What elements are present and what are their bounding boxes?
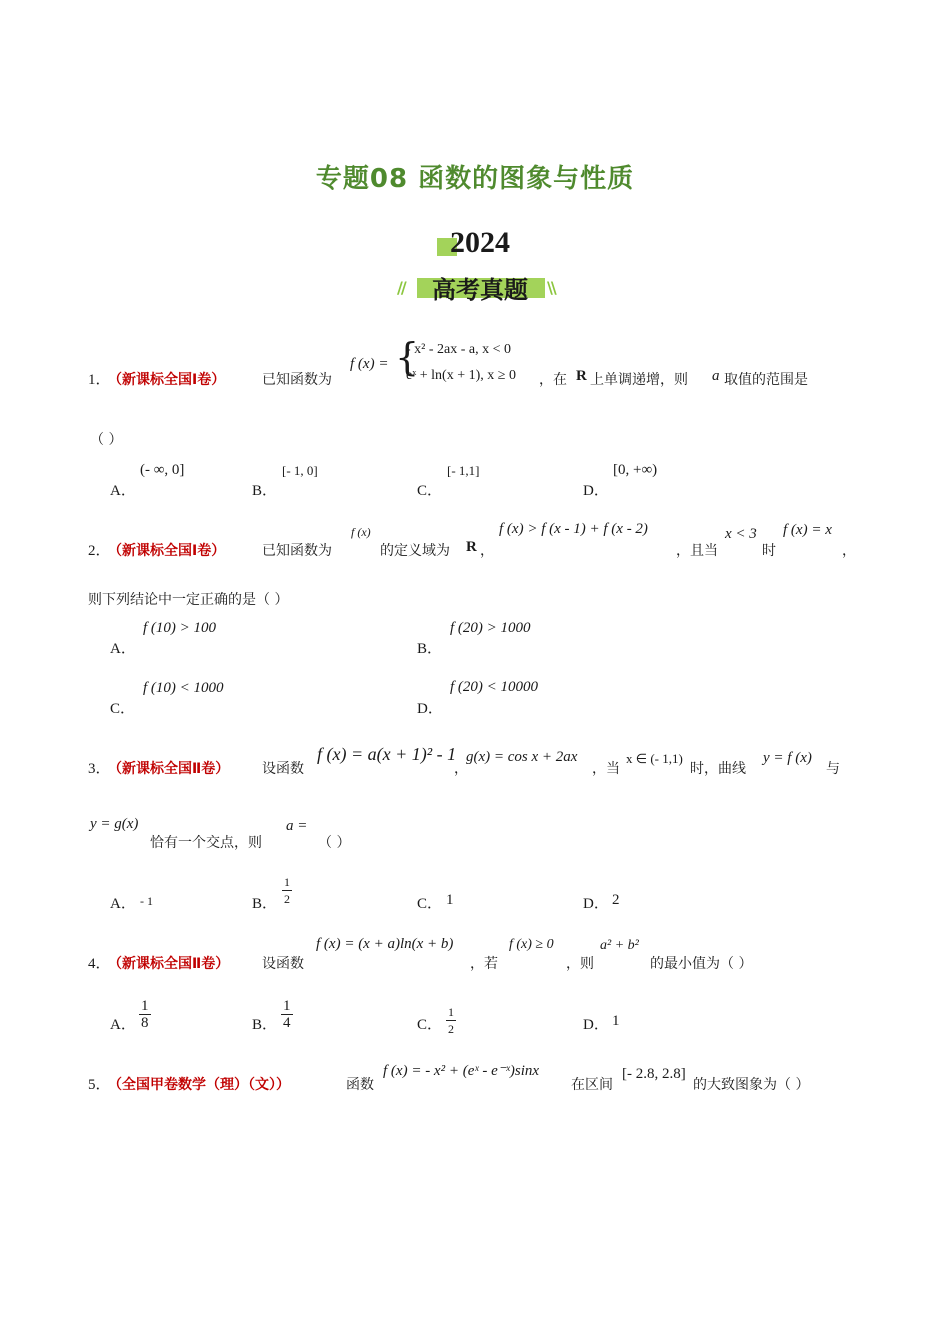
option-d-value: f (20) < 10000 xyxy=(450,679,539,695)
badge-subtitle: 高考真题 xyxy=(432,276,528,304)
option-c-fraction xyxy=(446,1004,456,1037)
option-c-value: f (10) < 1000 xyxy=(143,680,224,696)
real-set-symbol: R xyxy=(576,368,587,384)
option-c-label: C． xyxy=(417,896,443,912)
option-b-value: [- 1, 0] xyxy=(282,463,318,478)
option-d-label: D． xyxy=(417,701,443,717)
function-f: f (x) = (x + a)ln(x + b) xyxy=(316,936,454,952)
option-b-fraction xyxy=(281,998,293,1031)
badge-slash-left-icon: // xyxy=(397,278,405,297)
question-stem: 已知函数为 xyxy=(262,372,332,388)
badge-slash-right-icon: \\ xyxy=(547,278,555,297)
question-stem: 上单调递增，则 xyxy=(590,372,688,388)
question-stem: 的定义域为 xyxy=(380,543,450,559)
question-stem: ，则 xyxy=(566,956,594,972)
option-a-label: A． xyxy=(110,641,136,657)
option-a-label: A． xyxy=(110,896,136,912)
question-stem: 与 xyxy=(826,761,840,777)
option-d-value: [0, +∞) xyxy=(613,462,658,478)
option-a-label: A． xyxy=(110,1017,136,1033)
condition: f (x) ≥ 0 xyxy=(509,937,554,952)
fraction-denominator: 8 xyxy=(141,1015,149,1031)
question-stem: 设函数 xyxy=(262,956,304,972)
question-stem: ， xyxy=(454,761,468,777)
equation: f (x) = x xyxy=(783,522,832,538)
function-g: g(x) = cos x + 2ax xyxy=(466,749,578,765)
range: x ∈ (- 1,1) xyxy=(626,751,683,766)
condition: x < 3 xyxy=(725,526,757,542)
option-a-value: - 1 xyxy=(140,894,153,908)
option-b-label: B． xyxy=(252,1017,278,1033)
question-stem: 恰有一个交点，则 xyxy=(150,835,262,851)
page-title: 专题08 函数的图象与性质 xyxy=(315,164,635,194)
question-stem: 时 xyxy=(762,543,776,559)
question-stem-line2: 则下列结论中一定正确的是（ ） xyxy=(88,592,289,608)
question-stem: ，当 xyxy=(592,761,620,777)
option-a-fraction xyxy=(139,998,151,1031)
question-stem: ，在 xyxy=(539,372,567,388)
question-number: 5． xyxy=(88,1077,111,1093)
function-label: f (x) xyxy=(351,525,371,539)
option-b-label: B． xyxy=(252,896,278,912)
variable-a: a xyxy=(712,368,720,384)
question-source: （新课标全国Ⅱ卷） xyxy=(108,761,230,777)
function-label: f (x) = xyxy=(350,356,389,372)
fraction-numerator: 1 xyxy=(448,1005,454,1019)
curve-f: y = f (x) xyxy=(763,750,812,766)
fraction-numerator: 1 xyxy=(283,998,291,1014)
question-stem: ，若 xyxy=(470,956,498,972)
answer-paren: （ ） xyxy=(90,432,123,448)
question-source: （新课标全国Ⅱ卷） xyxy=(108,956,230,972)
question-source: （全国甲卷数学（理）（文）） xyxy=(108,1077,290,1093)
option-b-value: f (20) > 1000 xyxy=(450,620,531,636)
option-d-value: 1 xyxy=(612,1013,620,1029)
question-number: 3． xyxy=(88,761,111,777)
answer-paren: （ ） xyxy=(318,835,351,851)
expression: a² + b² xyxy=(600,938,639,953)
option-a-value: f (10) > 100 xyxy=(143,620,217,636)
curve-g: y = g(x) xyxy=(90,816,139,832)
real-set-symbol: R xyxy=(466,539,477,555)
option-a-value: (- ∞, 0] xyxy=(140,462,185,478)
fraction-denominator: 4 xyxy=(283,1015,291,1031)
option-c-value: 1 xyxy=(446,892,454,908)
badge-year: 2024 xyxy=(450,226,510,259)
question-stem: ，且当 xyxy=(676,543,718,559)
piecewise-case-2: eˣ + ln(x + 1), x ≥ 0 xyxy=(406,368,516,383)
option-c-label: C． xyxy=(417,1017,443,1033)
ask-a: a = xyxy=(286,818,308,834)
question-number: 2． xyxy=(88,543,111,559)
question-stem: ， xyxy=(480,543,494,559)
question-source: （新课标全国Ⅰ卷） xyxy=(108,543,226,559)
option-b-label: B． xyxy=(252,483,278,499)
option-b-label: B． xyxy=(417,641,443,657)
question-source: （新课标全国Ⅰ卷） xyxy=(108,372,226,388)
question-number: 4． xyxy=(88,956,111,972)
fraction-denominator: 2 xyxy=(284,892,290,906)
interval: [- 2.8, 2.8] xyxy=(622,1066,686,1082)
fraction-denominator: 2 xyxy=(448,1022,454,1036)
year-badge xyxy=(395,226,565,302)
option-d-value: 2 xyxy=(612,892,620,908)
function-f: f (x) = - x² + (eˣ - e⁻ˣ)sinx xyxy=(383,1063,540,1079)
option-a-label: A． xyxy=(110,483,136,499)
option-d-label: D． xyxy=(583,1017,609,1033)
question-stem: 函数 xyxy=(346,1077,374,1093)
piecewise-case-1: - x² - 2ax - a, x < 0 xyxy=(406,342,512,357)
question-number: 1． xyxy=(88,372,111,388)
question-stem: ， xyxy=(842,543,856,559)
question-stem: 已知函数为 xyxy=(262,543,332,559)
option-d-label: D． xyxy=(583,896,609,912)
question-stem: 的最小值为（ ） xyxy=(650,956,753,972)
question-stem: 时，曲线 xyxy=(690,761,746,777)
question-stem: 的大致图象为（ ） xyxy=(693,1077,810,1093)
option-d-label: D． xyxy=(583,483,609,499)
inequality: f (x) > f (x - 1) + f (x - 2) xyxy=(499,521,648,537)
question-stem: 取值的范围是 xyxy=(724,372,808,388)
question-stem: 在区间 xyxy=(571,1077,613,1093)
fraction-numerator: 1 xyxy=(284,875,290,889)
option-c-value: [- 1,1] xyxy=(447,463,480,478)
function-f: f (x) = a(x + 1)² - 1 xyxy=(317,744,457,764)
fraction-numerator: 1 xyxy=(141,998,149,1014)
question-stem: 设函数 xyxy=(262,761,304,777)
option-c-label: C． xyxy=(110,701,136,717)
option-b-fraction xyxy=(282,874,292,907)
option-c-label: C． xyxy=(417,483,443,499)
piecewise-brace: { xyxy=(395,335,420,379)
